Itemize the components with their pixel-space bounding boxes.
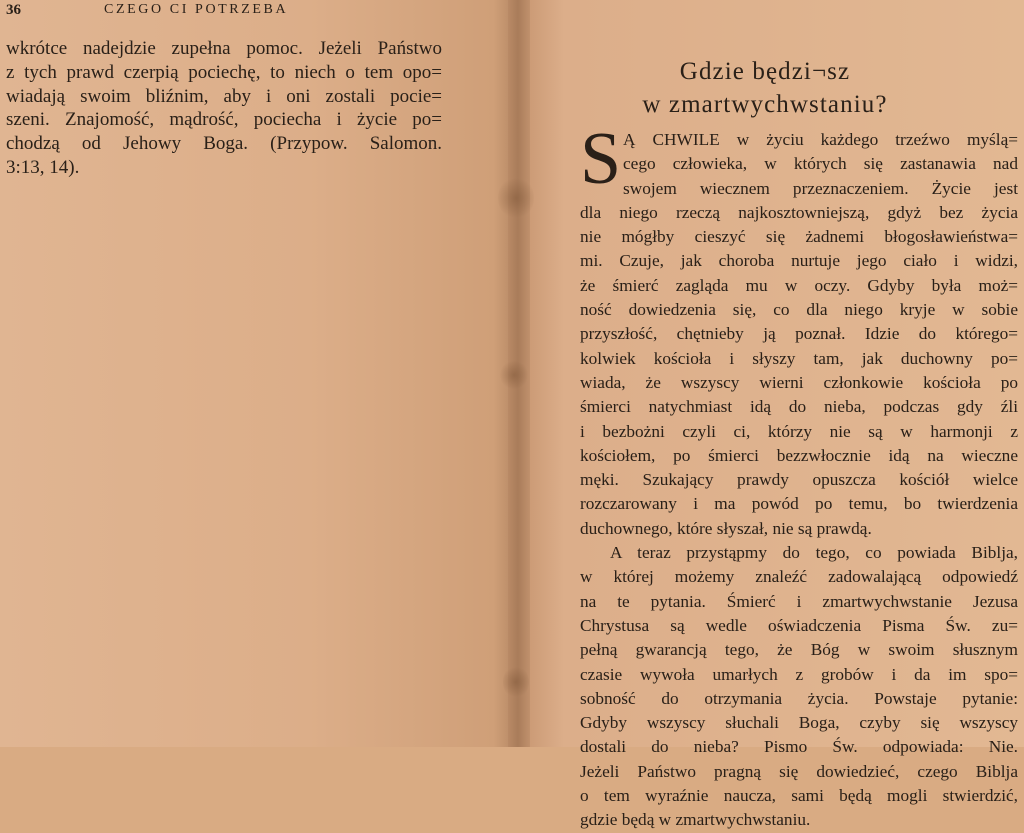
text-line: śmierci natychmiast idą do nieba, podczas gdy źli: [580, 397, 1018, 417]
text-line: przyszłość, chętnieby ją poznał. Idzie do którego=: [580, 324, 1018, 344]
paper-stain: [503, 665, 529, 699]
heading-line: Gdzie będzi¬sz: [679, 58, 851, 85]
paper-stain: [498, 176, 534, 220]
text-line: pełną gwarancją tego, że Bóg w swoim słusznym: [580, 640, 1018, 660]
text-line: kościołem, po śmierci bezzwłocznie idą na wieczne: [580, 445, 1018, 465]
text-line: szeni. Znajomość, mądrość, pociecha i życie po=: [6, 109, 442, 131]
text-line: kolwiek kościoła i słyszy tam, jak duchowny po=: [580, 348, 1018, 368]
text-line: duchownego, które słyszał, nie są prawdą.: [580, 518, 872, 538]
text-line: Ą CHWILE w życiu każdego trzeźwo myślą=: [623, 130, 1018, 149]
text-line: dostali do nieba? Pismo Św. odpowiada: Nie.: [580, 737, 1018, 757]
text-line: wiada, że wszyscy wierni członkowie kościoła po: [580, 372, 1018, 392]
running-head-title: CZEGO CI POTRZEBA: [104, 2, 289, 17]
text-line: mi. Czuje, jak choroba nurtuje jego ciało i widzi,: [580, 251, 1018, 271]
text-line: rozczarowany i ma powód po temu, bo twierdzenia: [580, 494, 1018, 514]
text-line: 3:13, 14).: [6, 156, 80, 178]
text-line: nie mógłby cieszyć się żadnemi błogosławieństwa=: [580, 227, 1018, 247]
text-line: sobność do otrzymania życia. Powstaje pytanie:: [580, 688, 1018, 708]
article-text: [580, 128, 1018, 833]
text-line: Gdyby wszyscy słuchali Boga, czyby się wszyscy: [580, 713, 1018, 733]
text-line: wiadają swoim bliźnim, aby i oni zostali pocie=: [6, 85, 442, 107]
text-line: ność dowiedzenia się, co dla niego kryje w sobie: [580, 300, 1018, 320]
text-line: cego człowieka, w których się zastanawia nad: [623, 154, 1018, 174]
text-line: z tych prawd czerpią pociechę, to niech o tem opo=: [6, 61, 442, 83]
text-line: Jeżeli Państwo pragną się dowiedzieć, czego Biblja: [580, 761, 1018, 781]
article-heading: [530, 55, 1000, 121]
page-number: 36: [6, 2, 21, 18]
text-line: dla niego rzeczą najkosztowniejszą, gdyż bez życia: [580, 202, 1018, 222]
text-line: czasie wywoła umarłych z grobów i da im spo=: [580, 664, 1018, 684]
left-page-text: [6, 37, 442, 180]
text-line: w której możemy znaleźć zadowalającą odpowiedź: [580, 567, 1018, 587]
text-line: gdzie będą w zmartwychwstaniu.: [580, 810, 811, 830]
heading-line: w zmartwychwstaniu?: [642, 91, 888, 118]
text-line: na te pytania. Śmierć i zmartwychwstanie Jezusa: [580, 591, 1018, 611]
text-line: o tem wyraźnie naucza, sami będą mogli stwierdzić,: [580, 786, 1018, 806]
text-line: swojem wiecznem przeznaczeniem. Życie jest: [623, 178, 1018, 198]
text-line: i bezbożni czyli ci, którzy nie są w harmonji z: [580, 421, 1018, 441]
drop-cap: S: [580, 118, 622, 200]
text-line: chodzą od Jehowy Boga. (Przypow. Salomon.: [6, 133, 442, 155]
text-line: wkrótce nadejdzie zupełna pomoc. Jeżeli Państwo: [6, 38, 442, 59]
text-line: Chrystusa są wedle oświadczenia Pisma Św. zu=: [580, 615, 1018, 635]
text-line: A teraz przystąpmy do tego, co powiada Biblja,: [610, 543, 1018, 563]
text-line: męki. Szukający prawdy opuszcza kościół wielce: [580, 470, 1018, 490]
text-line: że śmierć zagląda mu w oczy. Gdyby była moż=: [580, 275, 1018, 295]
paper-stain: [500, 360, 528, 390]
